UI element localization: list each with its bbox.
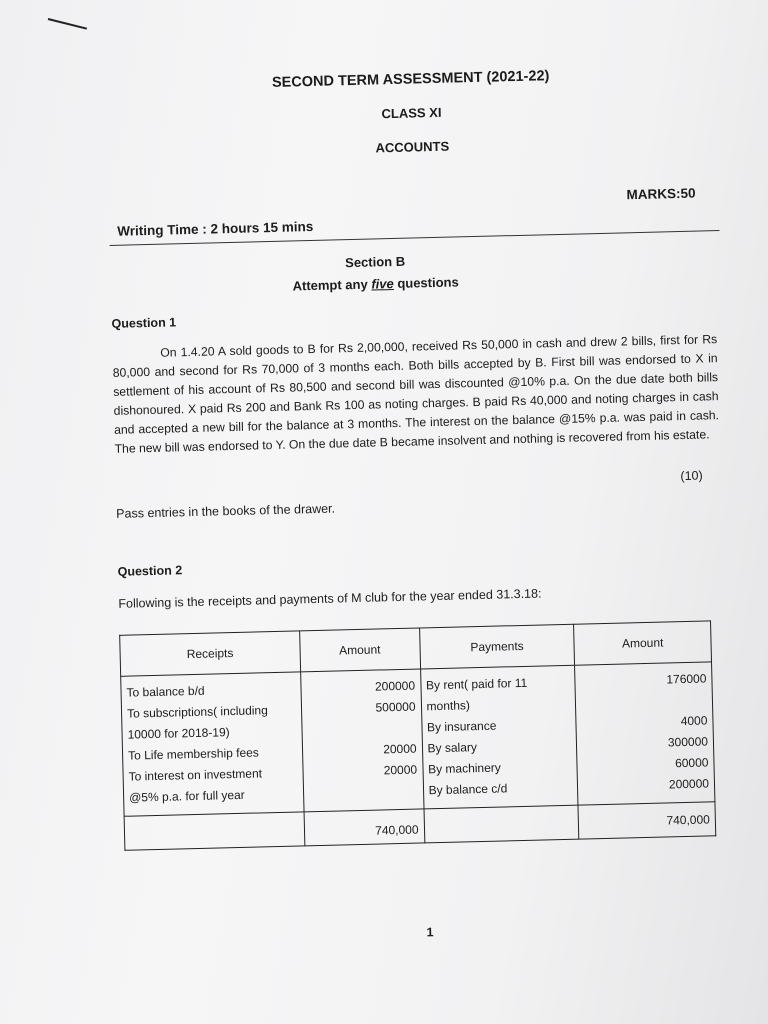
subject-label: ACCOUNTS [375, 138, 450, 156]
payment-item: By salary [427, 740, 478, 756]
table-body-row [121, 662, 715, 816]
payment-amount: 300000 [667, 734, 709, 750]
payment-item: By insurance [426, 718, 497, 735]
receipt-amount: 20000 [383, 741, 417, 757]
paper-content [105, 40, 720, 940]
header-amount-payments: Amount [574, 621, 712, 665]
pen-mark [48, 18, 87, 30]
receipt-amount: 200000 [374, 678, 416, 694]
receipts-payments-table [119, 620, 716, 850]
header-payments: Payments [419, 624, 575, 669]
receipt-item: To Life membership fees [127, 745, 259, 763]
receipt-amount: 20000 [383, 762, 418, 778]
header-receipts: Receipts [120, 631, 301, 676]
question2-label: Question 2 [117, 563, 183, 579]
total-receipts-label-cell [124, 812, 305, 850]
question1-body [112, 330, 720, 459]
question1-instruction: Pass entries in the books of the drawer. [116, 501, 336, 521]
payment-item: By balance c/d [428, 781, 508, 798]
instruction-prefix: Attempt any [292, 276, 372, 294]
receipts-cell [121, 672, 304, 816]
header-amount-receipts: Amount [299, 628, 420, 672]
receipt-amount [307, 718, 416, 742]
instruction-emphasis: five [371, 276, 394, 292]
receipt-amount: 500000 [375, 699, 416, 715]
payments-total: 740,000 [578, 802, 715, 839]
question1-text: On 1.4.20 A sold goods to B for Rs 2,00,000, received Rs 50,000 in cash and drew 2 bills, first for Rs 80,000 and second for Rs 70,000 of 3 months each. Both bills accepted by B. First bill was endorsed to X in settlement of his account of Rs 80,500 and second bill was discounted @10% p.a. On the due date both bills dishonoured. X paid Rs 200 and Bank Rs 100 as noting charges. B paid Rs 40,000 and noting charges in cash and accepted a new bill for the balance at 3 months. The interest on the balance @15% p.a. was paid in cash. The new bill was endorsed to Y. On the due date B became insolvent and nothing is recovered from his estate. [112, 332, 720, 456]
receipts-total: 740,000 [304, 809, 424, 846]
payment-amount: 200000 [668, 776, 710, 792]
total-payments-label-cell [424, 805, 580, 843]
payments-cell [420, 665, 578, 809]
writing-time: Writing Time : 2 hours 15 mins [117, 218, 314, 239]
question1-label: Question 1 [111, 315, 177, 331]
payment-amount: 176000 [666, 671, 707, 687]
receipt-item: @5% p.a. for full year [128, 787, 245, 805]
receipt-item: To balance b/d [126, 683, 205, 700]
receipt-item: To subscriptions( including [126, 703, 268, 721]
payment-amount: 60000 [674, 755, 709, 771]
exam-title: SECOND TERM ASSESSMENT (2021-22) [271, 68, 550, 91]
marks-label: MARKS:50 [626, 185, 696, 203]
payment-item: By machinery [427, 760, 501, 777]
payment-item: months) [426, 698, 471, 714]
section-title: Section B [344, 253, 406, 271]
payment-amount: 4000 [680, 713, 708, 729]
class-label: CLASS XI [381, 104, 442, 122]
section-instruction [111, 270, 641, 298]
instruction-suffix: questions [393, 274, 459, 292]
question1-marks: (10) [680, 468, 703, 484]
receipt-amounts-cell [300, 669, 423, 812]
question2-intro: Following is the receipts and payments of M club for the year ended 31.3.18: [118, 586, 542, 611]
payment-amounts-cell [575, 662, 715, 805]
receipt-item: To interest on investment [128, 766, 263, 784]
page-number: 1 [426, 925, 434, 940]
receipt-item: 10000 for 2018-19) [127, 725, 230, 742]
payment-item: By rent( paid for 11 [425, 675, 528, 693]
